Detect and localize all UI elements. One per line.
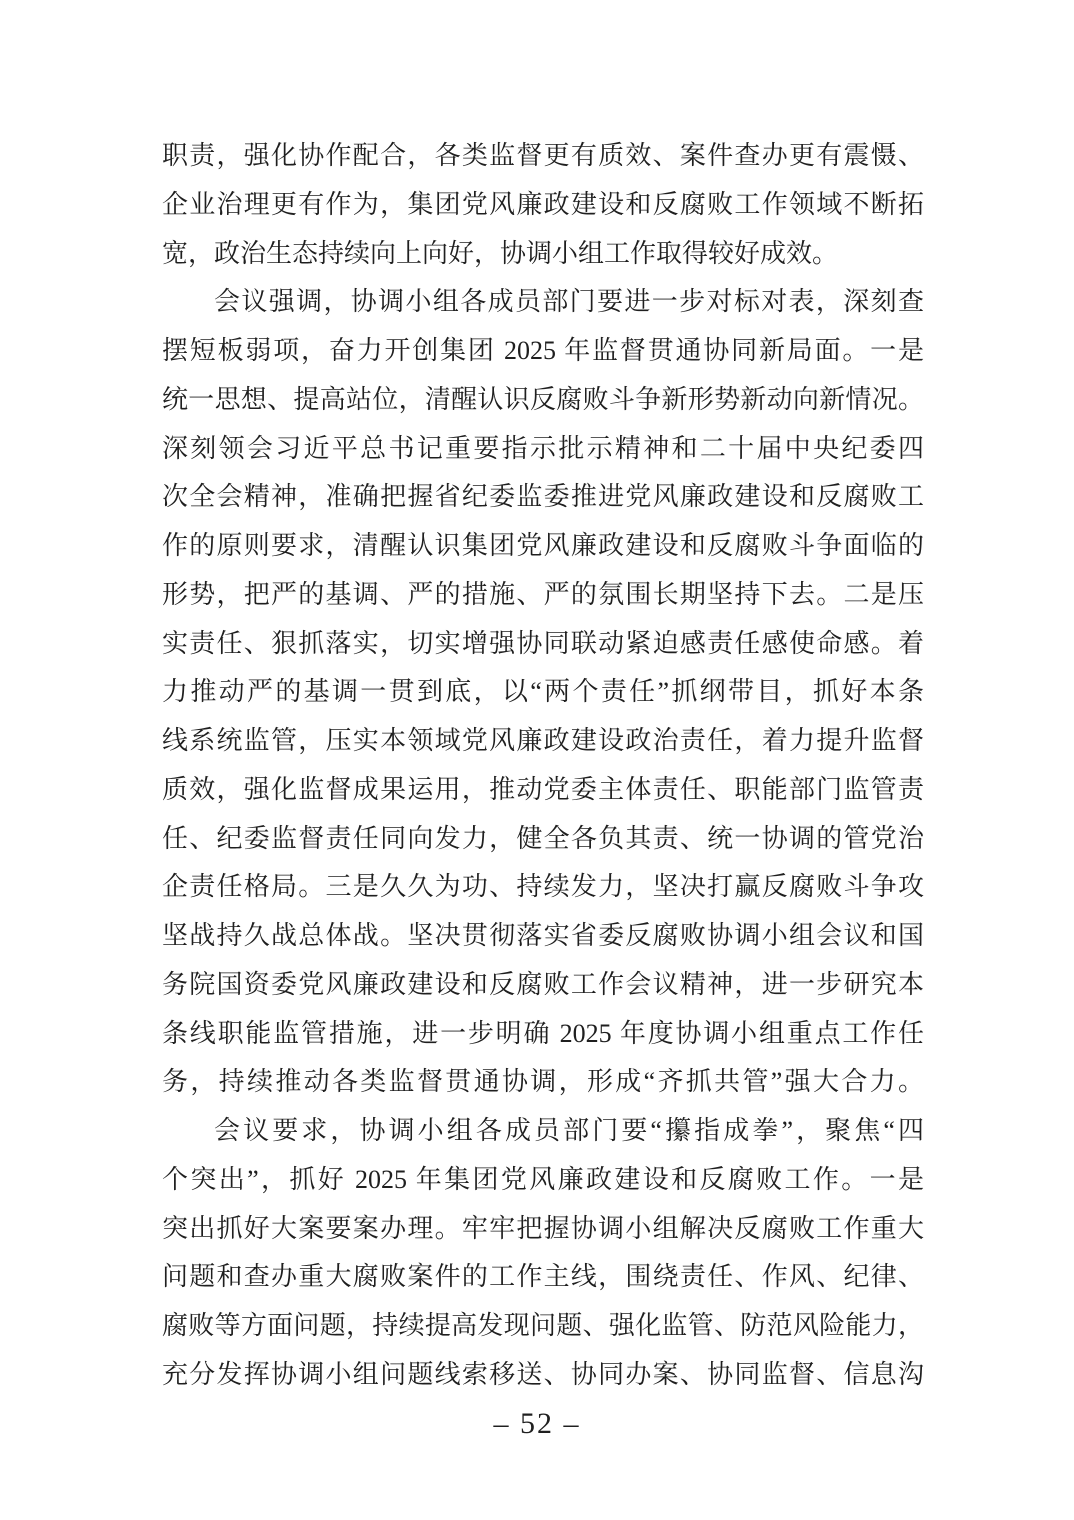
text-line: 会议要求，协调小组各成员部门要“攥指成拳”，聚焦“四 bbox=[214, 1116, 924, 1145]
text-line: 形势，把严的基调、严的措施、严的氛围长期坚持下去。二是压 bbox=[162, 579, 924, 609]
text-line: 个突出”，抓好 2025 年集团党风廉政建设和反腐败工作。一是 bbox=[162, 1164, 924, 1194]
text-line: 宽，政治生态持续向上向好，协调小组工作取得较好成效。 bbox=[162, 238, 839, 268]
text-line: 摆短板弱项，奋力开创集团 2025 年监督贯通协同新局面。一是 bbox=[162, 336, 924, 365]
text-line: 条线职能监管措施，进一步明确 2025 年度协调小组重点工作任 bbox=[162, 1018, 924, 1048]
text-line: 腐败等方面问题，持续提高发现问题、强化监管、防范风险能力， bbox=[162, 1311, 924, 1340]
text-line: 实责任、狠抓落实，切实增强协同联动紧迫感责任感使命感。着 bbox=[162, 628, 924, 658]
text-line: 企业治理更有作为，集团党风廉政建设和反腐败工作领域不断拓 bbox=[162, 189, 924, 219]
text-line: 坚战持久战总体战。坚决贯彻落实省委反腐败协调小组会议和国 bbox=[162, 921, 924, 950]
text-line: 务院国资委党风廉政建设和反腐败工作会议精神，进一步研究本 bbox=[162, 969, 924, 999]
page-footer bbox=[0, 1406, 1074, 1442]
text-line: 职责，强化协作配合，各类监督更有质效、案件查办更有震慑、 bbox=[162, 141, 924, 170]
document-body bbox=[162, 132, 924, 1400]
paragraph-3-meeting-requirements bbox=[162, 1107, 924, 1400]
text-line: 任、纪委监督责任同向发力，健全各负其责、统一协调的管党治 bbox=[162, 823, 924, 853]
text-line: 作的原则要求，清醒认识集团党风廉政建设和反腐败斗争面临的 bbox=[162, 531, 924, 560]
text-line: 力推动严的基调一贯到底，以“两个责任”抓纲带目，抓好本条 bbox=[162, 677, 924, 707]
text-line: 统一思想、提高站位，清醒认识反腐败斗争新形势新动向新情况。 bbox=[162, 384, 924, 414]
text-line: 企责任格局。三是久久为功、持续发力，坚决打赢反腐败斗争攻 bbox=[162, 872, 924, 902]
paragraph-2-meeting-emphasis bbox=[162, 278, 924, 1107]
text-line: 线系统监管，压实本领域党风廉政建设政治责任，着力提升监督 bbox=[162, 726, 924, 755]
paragraph-1-continuation bbox=[162, 132, 924, 278]
page-number: – 52 – bbox=[493, 1407, 581, 1440]
text-line: 突出抓好大案要案办理。牢牢把握协调小组解决反腐败工作重大 bbox=[162, 1213, 924, 1243]
text-line: 深刻领会习近平总书记重要指示批示精神和二十届中央纪委四 bbox=[162, 433, 924, 463]
text-line: 务，持续推动各类监督贯通协调，形成“齐抓共管”强大合力。 bbox=[162, 1067, 924, 1097]
text-line: 问题和查办重大腐败案件的工作主线，围绕责任、作风、纪律、 bbox=[162, 1262, 924, 1292]
text-line: 充分发挥协调小组问题线索移送、协同办案、协同监督、信息沟 bbox=[162, 1359, 924, 1389]
text-line: 质效，强化监督成果运用，推动党委主体责任、职能部门监管责 bbox=[162, 774, 924, 804]
text-line: 会议强调，协调小组各成员部门要进一步对标对表，深刻查 bbox=[214, 287, 924, 317]
text-line: 次全会精神，准确把握省纪委监委推进党风廉政建设和反腐败工 bbox=[162, 482, 924, 512]
